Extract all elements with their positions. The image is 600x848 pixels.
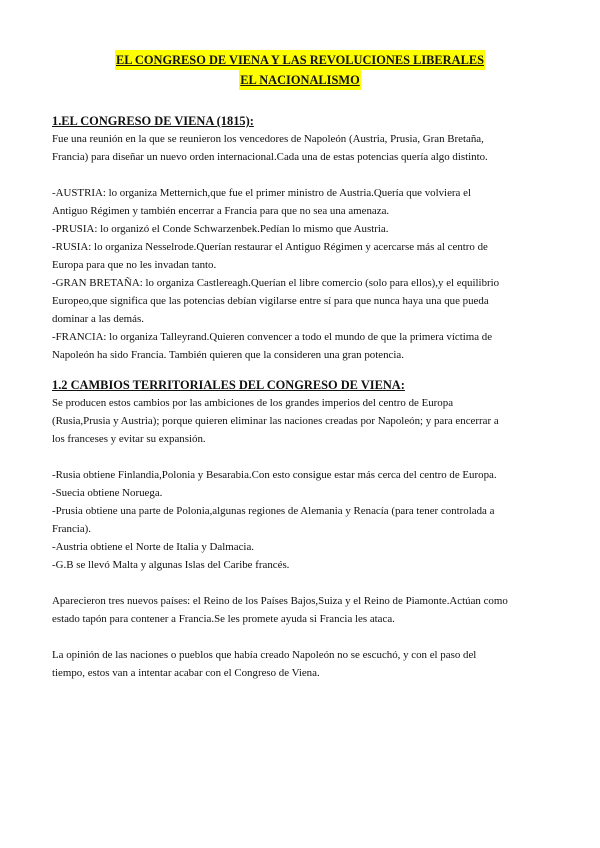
title-line-1: EL CONGRESO DE VIENA Y LAS REVOLUCIONES LIBERALES [115, 50, 485, 70]
section-2-intro-line: Se producen estos cambios por las ambiciones de los grandes imperios del centro de Europa [52, 397, 454, 409]
section-2-heading: 1.2 CAMBIOS TERRITORIALES DEL CONGRESO DE VIENA: [52, 378, 405, 392]
section-1-intro-line: Fue una reunión en la que se reunieron los vencedores de Napoleón (Austria, Prusia, Gran Bretaña, [52, 133, 484, 145]
section-1-heading: 1.EL CONGRESO DE VIENA (1815): [52, 114, 254, 128]
territorial-change-line: -Austria obtiene el Norte de Italia y Dalmacia. [52, 541, 254, 553]
territorial-change-line: -Suecia obtiene Noruega. [52, 487, 163, 499]
power-line: Antiguo Régimen y también encerrar a Francia para que no sea una amenaza. [52, 205, 390, 217]
power-line: Europeo,que significa que las potencias debían vigilarse entre sí para que nunca haya una que pueda [52, 295, 489, 307]
power-line: -FRANCIA: lo organiza Talleyrand.Quieren convencer a todo el mundo de que la primera víctima de [52, 331, 493, 343]
section-2-intro-line: (Rusia,Prusia y Austria); porque quieren eliminar las naciones creadas por Napoleón; y para encerrar a [52, 415, 499, 427]
section-spacer [52, 364, 548, 376]
title-line-2: EL NACIONALISMO [239, 70, 360, 90]
opinion-line: La opinión de las naciones o pueblos que había creado Napoleón no se escuchó, y con el paso del [52, 649, 477, 661]
paragraph-spacer [52, 574, 548, 592]
paragraph-spacer [52, 166, 548, 184]
power-line: -GRAN BRETAÑA: lo organiza Castlereagh.Querían el libre comercio (solo para ellos),y el equilibrio [52, 277, 500, 289]
document-title [52, 50, 548, 90]
power-line: Europa para que no les invadan tanto. [52, 259, 217, 271]
power-line: -PRUSIA: lo organizó el Conde Schwarzenbek.Pedían lo mismo que Austria. [52, 223, 389, 235]
territorial-change-line: Francia). [52, 523, 92, 535]
territorial-change-line: -G.B se llevó Malta y algunas Islas del Caribe francés. [52, 559, 290, 571]
new-countries-line: Aparecieron tres nuevos países: el Reino de los Países Bajos,Suiza y el Reino de Piamonte.Actúan como [52, 595, 508, 607]
power-line: dominar a las demás. [52, 313, 144, 325]
paragraph-spacer [52, 628, 548, 646]
opinion-line: tiempo, estos van a intentar acabar con el Congreso de Viena. [52, 667, 320, 679]
paragraph-spacer [52, 448, 548, 466]
section-1-intro-line: Francia) para diseñar un nuevo orden internacional.Cada una de estas potencias quería algo distinto. [52, 151, 488, 163]
new-countries-line: estado tapón para contener a Francia.Se les promete ayuda si Francia les ataca. [52, 613, 395, 625]
territorial-change-line: -Rusia obtiene Finlandia,Polonia y Besarabia.Con esto consigue estar más cerca del centro de Europa. [52, 469, 497, 481]
power-line: -RUSIA: lo organiza Nesselrode.Querían restaurar el Antiguo Régimen y acercarse más al centro de [52, 241, 488, 253]
power-line: Napoleón ha sido Francia. También quieren que la consideren una gran potencia. [52, 349, 404, 361]
section-2-intro-line: los franceses y evitar su expansión. [52, 433, 206, 445]
power-line: -AUSTRIA: lo organiza Metternich,que fue el primer ministro de Austria.Quería que volviera el [52, 187, 471, 199]
territorial-change-line: -Prusia obtiene una parte de Polonia,algunas regiones de Alemania y Renacía (para tener controlada a [52, 505, 495, 517]
